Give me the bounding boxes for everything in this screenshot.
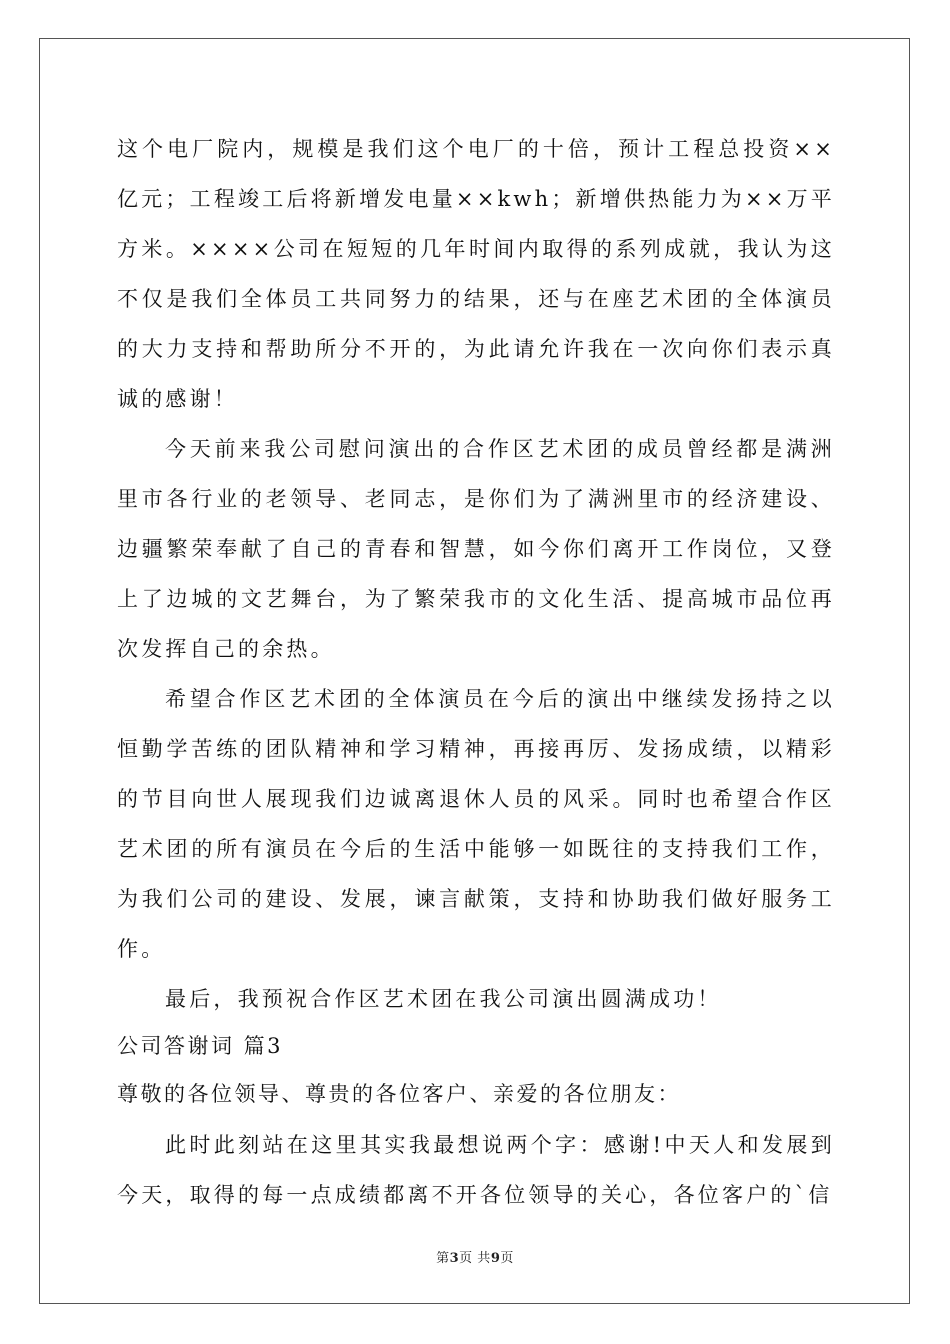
footer-current-page: 3 <box>449 1251 460 1266</box>
paragraph-wishes: 希望合作区艺术团的全体演员在今后的演出中继续发扬持之以恒勤学苦练的团队精神和学习精神，再接再厉、发扬成绩，以精彩的节目向世人展现我们边诚离退休人员的风采。同时也希望合作区艺术团的所有演员在今后的生活中能够一如既往的支持我们工作，为我们公司的建设、发展，谏言献策，支持和协助我们做好服务工作。 <box>117 687 835 961</box>
footer-suffix: 页 <box>500 1251 514 1266</box>
salutation: 尊敬的各位领导、尊贵的各位客户、亲爱的各位朋友： <box>117 1082 681 1106</box>
section-heading: 公司答谢词 篇3 <box>117 1034 284 1058</box>
footer-total-pages: 9 <box>490 1251 501 1266</box>
paragraph-art-troupe-members: 今天前来我公司慰问演出的合作区艺术团的成员曾经都是满洲里市各行业的老领导、老同志，是你们为了满洲里市的经济建设、边疆繁荣奉献了自己的青春和智慧，如今你们离开工作岗位，又登上了边城的文艺舞台，为了繁荣我市的文化生活、提高城市品位再次发挥自己的余热。 <box>117 437 835 661</box>
footer-middle: 页 共 <box>459 1251 491 1266</box>
paragraph-continuation: 这个电厂院内，规模是我们这个电厂的十倍，预计工程总投资××亿元；工程竣工后将新增发电量××kwh；新增供热能力为××万平方米。××××公司在短短的几年时间内取得的系列成就，我认为这不仅是我们全体员工共同努力的结果，还与在座艺术团的全体演员的大力支持和帮助所分不开的，为此请允许我在一次向你们表示真诚的感谢！ <box>117 137 835 411</box>
document-body <box>117 124 835 1220</box>
page-footer <box>0 1247 950 1266</box>
paragraph-closing-wish: 最后，我预祝合作区艺术团在我公司演出圆满成功！ <box>165 987 722 1011</box>
paragraph-thanks: 此时此刻站在这里其实我最想说两个字：感谢!中天人和发展到今天，取得的每一点成绩都离不开各位领导的关心，各位客户的`信 <box>117 1133 835 1207</box>
footer-prefix: 第 <box>436 1251 450 1266</box>
